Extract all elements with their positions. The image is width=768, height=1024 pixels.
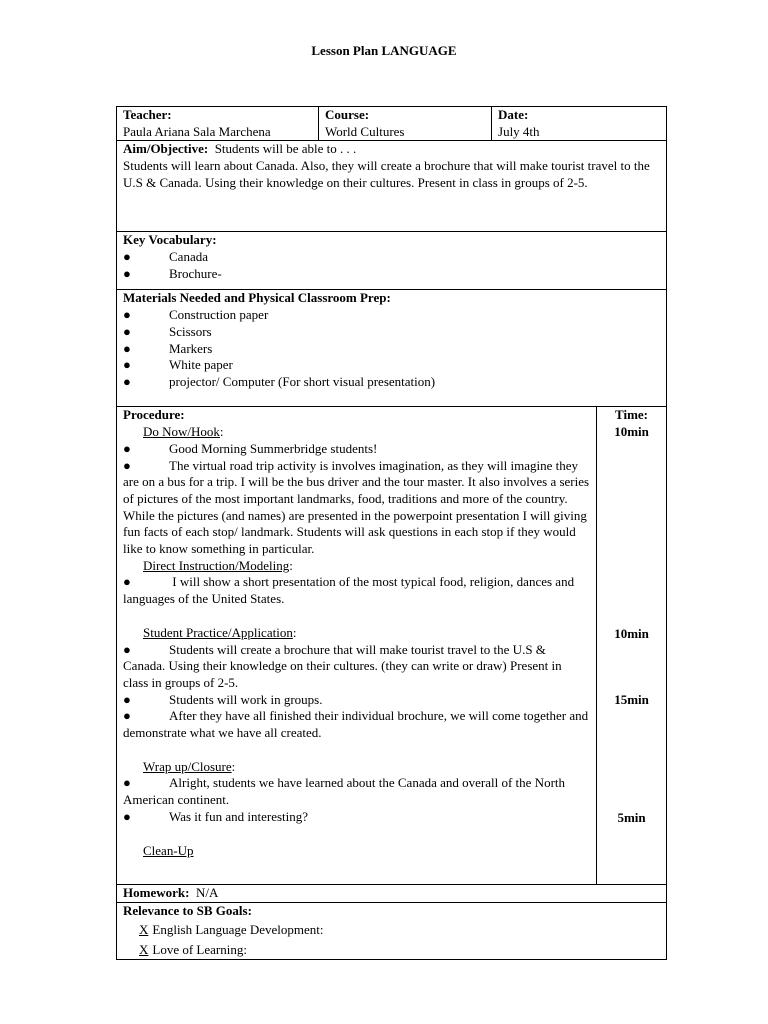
cleanup-heading: Clean-Up [143, 842, 194, 858]
bullet-icon: ● [123, 775, 131, 791]
bullet-icon: ● [123, 808, 131, 824]
date-value: July 4th [498, 123, 540, 139]
vocab-label: Key Vocabulary: [123, 232, 217, 248]
bullet-icon: ● [123, 440, 131, 456]
list-item: ● Good Morning Summerbridge students! [123, 440, 378, 456]
list-item: ● White paper [123, 357, 233, 373]
procedure-label: Procedure: [123, 407, 185, 423]
teacher-cell [117, 107, 319, 141]
time-wrap: 5min [617, 810, 646, 826]
date-label: Date: [498, 107, 529, 122]
time-hook: 10min [614, 424, 649, 440]
bullet-icon: ● [123, 457, 131, 473]
teacher-value: Paula Ariana Sala Marchena [123, 123, 271, 139]
relevance-label: Relevance to SB Goals: [123, 903, 252, 919]
bullet-icon: ● [123, 307, 131, 323]
course-value: World Cultures [325, 123, 405, 139]
bullet-icon: ● [123, 691, 131, 707]
homework-label: Homework: [123, 885, 190, 901]
list-item: ● After they have all finished their individual brochure, we will come together and demonstrate what we have all created. [123, 708, 589, 741]
homework-value: N/A [195, 885, 219, 901]
list-item: ● Markers [123, 340, 213, 356]
list-item: ● Was it fun and interesting? [123, 808, 309, 824]
aim-intro: Students will be able to . . . [214, 141, 357, 157]
materials-label: Materials Needed and Physical Classroom Prep: [123, 290, 391, 306]
aim-cell [117, 141, 667, 232]
list-item: ● Construction paper [123, 307, 269, 323]
hook-heading: Do Now/Hook [143, 424, 220, 440]
check-mark: X [139, 922, 149, 938]
date-cell [492, 107, 667, 141]
aim-text: Students will learn about Canada. Also, they will create a brochure that will make tourist travel to the U.S & Canada. Using their knowledge on their cultures. Present in class in groups of 2-5. [123, 158, 650, 190]
list-item: ● The virtual road trip activity is involves imagination, as they will imagine they are on a bus for a trip. I will be the bus driver and the tour master. It also involves a series of pictures of the most important landmarks, food, traditions and more of the country. While the pictures (and names) are presented in the powerpoint presentation I will giving fun facts of each stop/ landmark. Students will ask questions in each stop if they would like to know something in particular. [123, 457, 590, 557]
homework-cell [117, 885, 667, 903]
bullet-icon: ● [123, 357, 131, 373]
list-item: ● Students will work in groups. [123, 691, 323, 707]
bullet-icon: ● [123, 323, 131, 339]
list-item: ● Scissors [123, 323, 212, 339]
practice-heading: Student Practice/Application [143, 624, 293, 640]
course-cell [319, 107, 492, 141]
list-item: X Love of Learning: [123, 942, 666, 959]
time-practice: 15min [614, 692, 649, 708]
list-item: ● Students will create a brochure that will make tourist travel to the U.S & Canada. Using their knowledge on their cultures. (they can write or draw) Present in class in groups of 2-5. [123, 641, 562, 690]
list-item: ● Alright, students we have learned about the Canada and overall of the North American continent. [123, 775, 566, 808]
header-row [117, 107, 667, 141]
teacher-label: Teacher: [123, 107, 172, 122]
bullet-icon: ● [123, 265, 131, 281]
direct-heading: Direct Instruction/Modeling [143, 557, 290, 573]
list-item: ● Brochure- [123, 265, 222, 281]
relevance-cell [117, 903, 667, 959]
vocab-row [117, 232, 667, 290]
bullet-icon: ● [123, 708, 131, 724]
bullet-icon: ● [123, 373, 131, 389]
bullet-icon: ● [123, 340, 131, 356]
list-item: ● Canada [123, 249, 208, 265]
list-item: X English Language Development: [123, 922, 666, 939]
procedure-row [117, 407, 667, 885]
lesson-plan-table [116, 106, 667, 960]
materials-row [117, 290, 667, 407]
time-label: Time: [615, 407, 649, 423]
course-label: Course: [325, 107, 370, 122]
bullet-icon: ● [123, 574, 131, 590]
relevance-row [117, 903, 667, 959]
time-direct: 10min [614, 626, 649, 642]
vocab-cell [117, 232, 667, 290]
list-item: ● projector/ Computer (For short visual presentation) [123, 373, 436, 389]
homework-row [117, 885, 667, 903]
list-item: ● I will show a short presentation of the most typical food, religion, dances and languages of the United States. [123, 574, 575, 607]
check-mark: X [139, 941, 149, 957]
page-title: Lesson Plan LANGUAGE [311, 43, 457, 58]
aim-row [117, 141, 667, 232]
materials-cell [117, 290, 667, 407]
bullet-icon: ● [123, 249, 131, 265]
wrap-heading: Wrap up/Closure [143, 758, 232, 774]
aim-label: Aim/Objective: [123, 141, 209, 157]
time-cell [597, 407, 667, 885]
bullet-icon: ● [123, 641, 131, 657]
procedure-cell: Procedure: Do Now/Hook: ● Good Morning Summerbridge students! ● The virtual road trip activity is involves imagination, as they will imagine they are on a bus for a trip. I will be the bus driver and the tour master. It also involves a series of pictures of the most important landmarks, food, traditions and more of the country. While the pictures (and names) are presented in the powerpoint presentation I will giving fun facts of each stop/ landmark. Students will ask questions in each stop if they would like to know something in particular. Direct Instruction/Modeling: ● I will show a short presentation of the most typical food, religion, dances and languages of the United States. Student Practice/Application: ● Students will create a brochure that will make tourist travel to the U.S & Canada. Using their knowledge on their cultures. (they can write or draw) Present in class in groups of 2-5. ● Students will work in groups. ● After they have all finished their individual brochure, we will come together and demonstrate what we have all created. Wrap up/Closure: ● Alright, students we have learned about the Canada and overall of the North American continent. ● Was it fun and interesting? Clean-Up [117, 407, 597, 885]
